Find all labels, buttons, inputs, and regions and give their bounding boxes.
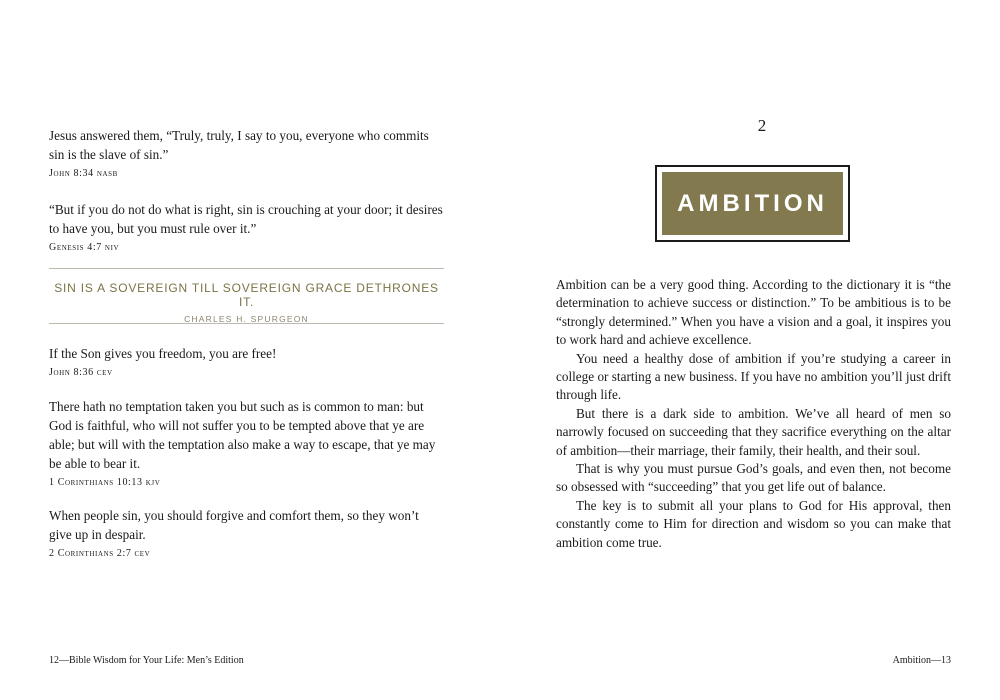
verse-block [49, 397, 444, 491]
chapter-title-frame [655, 165, 850, 242]
chapter-title-box [662, 172, 843, 235]
quote-text: SIN IS A SOVEREIGN TILL SOVEREIGN GRACE DETHRONES IT. [54, 281, 439, 309]
body-paragraph: The key is to submit all your plans to God for His approval, then constantly come to Him for direction and wisdom so you can make that ambition come true. [556, 497, 951, 550]
verse-text: When people sin, you should forgive and comfort them, so they won’t give up in despair. [49, 508, 419, 542]
verse-block [49, 200, 444, 256]
quote-author: CHARLES H. SPURGEON [184, 314, 309, 324]
chapter-body [556, 276, 951, 552]
page-footer: Ambition—13 [892, 655, 951, 666]
verse-reference: 1 Corinthians 10:13 kjv [49, 477, 161, 488]
verse-block [49, 506, 444, 562]
body-paragraph: But there is a dark side to ambition. We’ve all heard of men so narrowly focused on succeeding that they sacrifice everything on the altar of ambition—their marriage, their family, their health, and their soul. [556, 405, 951, 458]
pull-quote [49, 268, 444, 324]
verse-reference: John 8:36 cev [49, 367, 113, 378]
verse-block [49, 344, 444, 381]
body-paragraph: Ambition can be a very good thing. According to the dictionary it is “the determination to achieve success or distinction.” To be ambitious is to be “strongly determined.” When you have a vision and a goal, it inspires you to work hard and achieve excellence. [556, 277, 951, 348]
verse-reference: 2 Corinthians 2:7 cev [49, 548, 151, 559]
chapter-title: AMBITION [677, 189, 828, 217]
verse-text: Jesus answered them, “Truly, truly, I say to you, everyone who commits sin is the slave of sin.” [49, 128, 429, 162]
verse-text: There hath no temptation taken you but such as is common to man: but God is faithful, who will not suffer you to be tempted above that ye are able; but will with the temptation also make a way to escape, that ye may be able to bear it. [49, 399, 436, 471]
verse-text: “But if you do not do what is right, sin is crouching at your door; it desires to have you, but you must rule over it.” [49, 202, 443, 236]
verse-reference: John 8:34 nasb [49, 168, 118, 179]
verse-block [49, 126, 444, 182]
verse-reference: Genesis 4:7 niv [49, 242, 120, 253]
right-page [500, 0, 1000, 700]
chapter-number: 2 [757, 116, 767, 135]
verse-text: If the Son gives you freedom, you are free! [49, 346, 277, 361]
body-paragraph: That is why you must pursue God’s goals, and even then, not become so obsessed with “succeeding” that you get life out of balance. [556, 461, 951, 495]
page-footer: 12—Bible Wisdom for Your Life: Men’s Edition [49, 655, 244, 666]
body-paragraph: You need a healthy dose of ambition if you’re studying a career in college or starting a new business. If you have no ambition you’ll just drift through life. [556, 350, 951, 403]
